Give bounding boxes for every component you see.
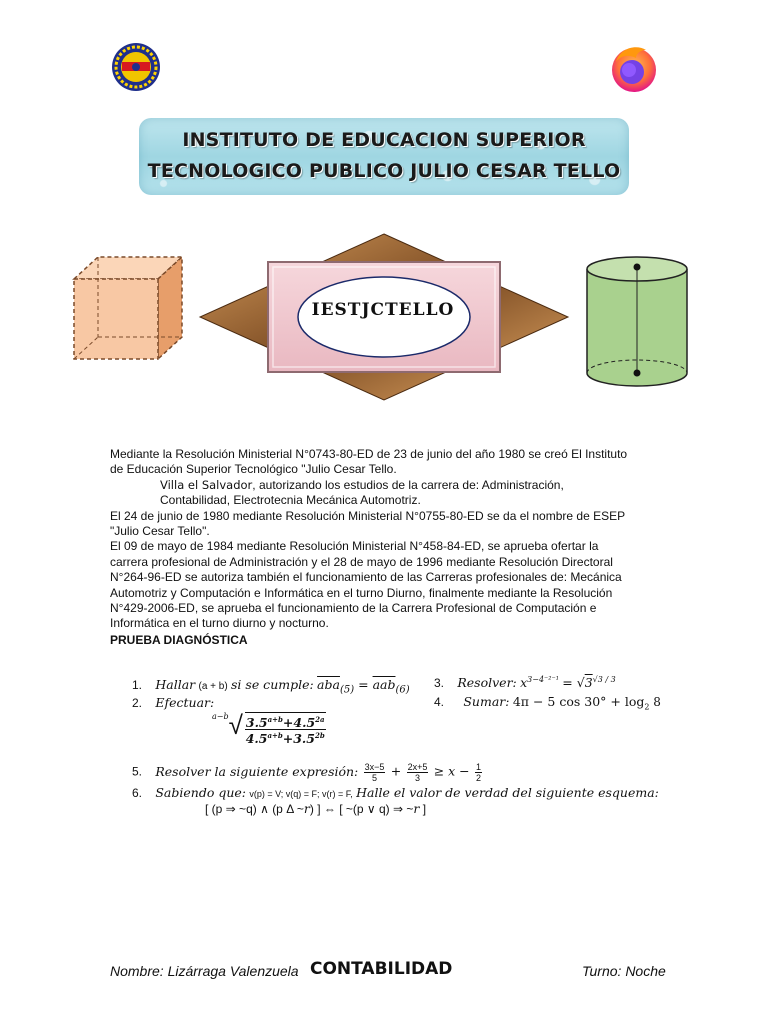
center-logo-label: IESTJCTELLO bbox=[311, 300, 455, 320]
problem-number: 2. bbox=[132, 696, 143, 710]
math-fraction bbox=[245, 712, 326, 745]
math-fraction: $\frac{3x-5}{5}$ bbox=[364, 762, 385, 783]
title-banner bbox=[139, 118, 629, 195]
history-paragraph-2 bbox=[110, 478, 630, 509]
section-title: PRUEBA DIAGNÓSTICA bbox=[110, 633, 248, 647]
math-expression: 4π − 5 cos 30° + log bbox=[512, 694, 645, 709]
problem-verb: Sumar: bbox=[463, 694, 510, 709]
math-term: 8 bbox=[649, 695, 661, 709]
math-fraction: $\frac{1}{2}$ bbox=[475, 762, 481, 783]
problem-number: 6. bbox=[132, 786, 143, 800]
math-subscript: 2 bbox=[644, 702, 650, 712]
shift-label: Turno: Noche bbox=[582, 963, 666, 979]
problem-verb: Sabiendo que: bbox=[155, 785, 246, 800]
institute-seal-icon bbox=[108, 42, 164, 92]
math-operator: ≥ x − bbox=[433, 763, 470, 779]
history-paragraph-3: El 24 de junio de 1980 mediante Resolución Ministerial N°0755-80-ED se da el nombre de ESEP "Julio Cesar Tello". bbox=[110, 508, 625, 539]
fraction-denominator: $4.5^{a+b}+3.5^{2b}$ bbox=[245, 731, 325, 747]
math-exponent: √3 / 3 bbox=[592, 675, 616, 684]
math-base: (6) bbox=[395, 684, 410, 696]
problem-verb: Resolver la siguiente expresión: bbox=[155, 763, 359, 779]
problem-verb: Hallar bbox=[155, 677, 196, 692]
history-paragraph-4: El 09 de mayo de 1984 mediante Resolución Ministerial N°458-84-ED, se aprueba ofertar la carrera profesional de Administración y el 28 de mayo de 1996 mediante Resolución Directoral N°264-96-ED se autoriza también el funcionamiento de las Carreras profesionales de: Mecánica Automotriz y Computación e Informática en el turno Diurno, finalmente mediante la Resolución N°429-2006-ED, se aprueba el funcionamiento de la Carrera Profesional de Computación e Informática en el turno diurno y nocturno. bbox=[110, 539, 622, 631]
problem-condition: si se cumple: bbox=[231, 677, 314, 692]
banner-title-line-1: INSTITUTO DE EDUCACION SUPERIOR bbox=[182, 129, 586, 151]
math-term: x bbox=[520, 675, 528, 690]
math-exponent: 3−4⁻²⁻¹ bbox=[527, 675, 559, 684]
radical-sign: √ bbox=[228, 710, 243, 740]
problem-number: 4. bbox=[434, 695, 445, 709]
problem-2-radical bbox=[212, 712, 328, 745]
problem-4 bbox=[434, 694, 661, 711]
cube-illustration bbox=[70, 255, 186, 361]
math-term: $\overline{aab}$ bbox=[372, 677, 396, 692]
math-base: (5) bbox=[339, 684, 355, 696]
math-operator: = bbox=[354, 677, 373, 692]
math-term: 3 bbox=[584, 675, 593, 690]
math-root-index: a−b bbox=[212, 712, 229, 721]
history-paragraph-2-rest: , autorizando los estudios de la carrera de: Administración, Contabilidad, Electrotecnia Mecánica Automotriz. bbox=[160, 477, 564, 508]
problem-2 bbox=[132, 695, 214, 710]
problem-text: (a + b) bbox=[198, 681, 228, 692]
problem-5 bbox=[132, 762, 484, 783]
problem-task: Halle el valor de verdad del siguiente esquema: bbox=[356, 785, 659, 800]
banner-title-line-2: TECNOLOGICO PUBLICO JULIO CESAR TELLO bbox=[147, 160, 621, 182]
logic-scheme: [ (p ⇒ ~q) ∧ (p Δ ~r) ] ⇔ [ ~(p ∨ q) ⇒ ~r ] bbox=[205, 801, 427, 816]
problem-verb: Resolver: bbox=[457, 675, 517, 690]
problem-number: 5. bbox=[132, 764, 143, 779]
problem-given-values: v(p) = V; v(q) = F; v(r) = F, bbox=[249, 789, 353, 799]
math-fraction: $\frac{2x+5}{3}$ bbox=[407, 762, 428, 783]
problem-1 bbox=[132, 677, 410, 695]
fraction-numerator: $3.5^{a+b}+4.5^{2a}$ bbox=[245, 715, 325, 731]
student-name: Nombre: Lizárraga Valenzuela bbox=[110, 963, 299, 979]
problem-3 bbox=[434, 675, 616, 690]
history-paragraph-1: Mediante la Resolución Ministerial N°0743-80-ED de 23 de junio del año 1980 se creó El Instituto de Educación Superior Tecnológico "Julio Cesar Tello. bbox=[110, 447, 628, 477]
math-operator: + bbox=[390, 763, 402, 779]
cylinder-illustration bbox=[585, 255, 690, 388]
problem-6 bbox=[132, 785, 659, 800]
math-operator: = √ bbox=[562, 675, 585, 690]
firefox-logo-icon bbox=[606, 42, 662, 94]
history-place: Villa el Salvador bbox=[160, 477, 253, 492]
history-text bbox=[110, 447, 630, 632]
career-label: CONTABILIDAD bbox=[310, 959, 453, 979]
problem-verb: Efectuar: bbox=[155, 695, 215, 710]
problem-number: 1. bbox=[132, 678, 143, 692]
problem-number: 3. bbox=[434, 676, 445, 690]
math-term: $\overline{aba}$ bbox=[317, 677, 340, 692]
